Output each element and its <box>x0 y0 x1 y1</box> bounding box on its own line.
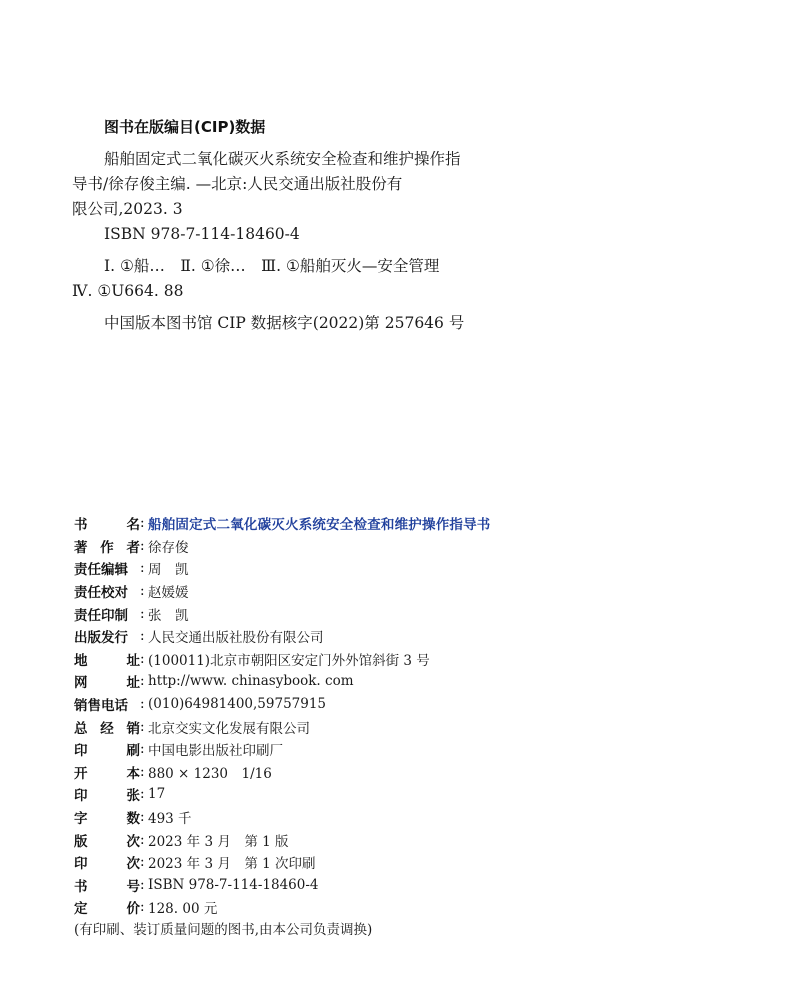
imprint-label-part: 总 <box>74 720 88 737</box>
imprint-label-part: 经 <box>100 720 114 737</box>
imprint-colon: : <box>140 831 145 848</box>
imprint-colon: : <box>140 876 145 893</box>
imprint-label-part: 销 <box>126 720 140 737</box>
imprint-row <box>74 851 754 874</box>
imprint-colon: : <box>140 605 145 622</box>
imprint-label <box>74 649 140 669</box>
imprint-label-part: 责任校对 <box>74 585 128 602</box>
imprint-colon: : <box>140 628 145 645</box>
imprint-label <box>74 739 140 759</box>
imprint-label <box>74 513 140 533</box>
imprint-label-part: 开 <box>74 765 88 782</box>
imprint-colon: : <box>140 560 145 577</box>
imprint-label-part: 版 <box>74 833 88 850</box>
imprint-table <box>74 512 754 919</box>
imprint-value: 2023 年 3 月 第 1 版 <box>148 833 289 850</box>
imprint-row <box>74 828 754 851</box>
imprint-row <box>74 896 754 919</box>
imprint-label-part: 本 <box>126 765 140 782</box>
imprint-row <box>74 625 754 648</box>
imprint-row <box>74 535 754 558</box>
imprint-label-part: 定 <box>74 901 88 918</box>
imprint-value: 北京交实文化发展有限公司 <box>148 720 310 737</box>
imprint-label-part: 地 <box>74 652 88 669</box>
imprint-colon: : <box>140 854 145 871</box>
imprint-label-part: 号 <box>126 878 140 895</box>
imprint-label-part: 出版发行 <box>74 630 128 647</box>
imprint-value: ISBN 978-7-114-18460-4 <box>148 876 319 893</box>
imprint-label-part: 印 <box>74 788 88 805</box>
imprint-colon: : <box>140 673 145 690</box>
imprint-label-part: 名 <box>126 517 140 534</box>
imprint-value: 128. 00 元 <box>148 901 218 918</box>
imprint-colon: : <box>140 786 145 803</box>
imprint-value: 赵媛媛 <box>148 585 189 602</box>
imprint-label <box>74 875 140 895</box>
imprint-value: 张 凯 <box>148 607 189 624</box>
imprint-colon: : <box>140 583 145 600</box>
imprint-colon: : <box>140 718 145 735</box>
imprint-label-part: 字 <box>74 811 88 828</box>
imprint-label <box>74 604 140 624</box>
imprint-label <box>74 581 140 601</box>
imprint-label-part: 址 <box>126 675 140 692</box>
imprint-colon: : <box>140 763 145 780</box>
imprint-row <box>74 761 754 784</box>
imprint-colon: : <box>140 696 145 713</box>
cip-classification-2: Ⅳ. ①U664. 88 <box>72 282 184 300</box>
imprint-value: (100011)北京市朝阳区安定门外外馆斜街 3 号 <box>148 652 430 669</box>
imprint-colon: : <box>140 899 145 916</box>
imprint-row <box>74 715 754 738</box>
imprint-row <box>74 806 754 829</box>
imprint-label-part: 销售电话 <box>74 698 128 715</box>
imprint-label <box>74 626 140 646</box>
imprint-label-part: 印 <box>74 856 88 873</box>
imprint-label-part: 价 <box>126 901 140 918</box>
imprint-label <box>74 558 140 578</box>
imprint-value: http://www. chinasybook. com <box>148 673 354 690</box>
imprint-label-part: 者 <box>126 539 140 556</box>
imprint-row <box>74 557 754 580</box>
imprint-label-part: 作 <box>100 539 114 556</box>
imprint-label-part: 责任印制 <box>74 607 128 624</box>
imprint-label-part: 书 <box>74 517 88 534</box>
imprint-value: 徐存俊 <box>148 539 189 556</box>
imprint-label-part: 刷 <box>126 743 140 760</box>
imprint-label <box>74 897 140 917</box>
imprint-row <box>74 874 754 897</box>
imprint-row <box>74 693 754 716</box>
imprint-value: 2023 年 3 月 第 1 次印刷 <box>148 856 316 873</box>
imprint-label-part: 次 <box>126 856 140 873</box>
imprint-colon: : <box>140 650 145 667</box>
imprint-label-part: 址 <box>126 652 140 669</box>
quality-note: (有印刷、装订质量问题的图书,由本公司负责调换) <box>74 922 373 938</box>
imprint-label-part: 书 <box>74 878 88 895</box>
imprint-label <box>74 536 140 556</box>
imprint-colon: : <box>140 809 145 826</box>
cip-number: 中国版本图书馆 CIP 数据核字(2022)第 257646 号 <box>104 314 465 332</box>
imprint-colon: : <box>140 537 145 554</box>
imprint-row <box>74 580 754 603</box>
cip-line-1: 船舶固定式二氧化碳灭火系统安全检查和维护操作指 <box>104 150 461 168</box>
imprint-label <box>74 807 140 827</box>
imprint-row <box>74 602 754 625</box>
imprint-label <box>74 830 140 850</box>
imprint-value: (010)64981400,59757915 <box>148 696 327 713</box>
imprint-row <box>74 738 754 761</box>
imprint-label-part: 印 <box>74 743 88 760</box>
imprint-value: 17 <box>148 786 166 803</box>
imprint-label-part: 次 <box>126 833 140 850</box>
imprint-label <box>74 852 140 872</box>
cip-line-2: 导书/徐存俊主编. —北京:人民交通出版社股份有 <box>72 175 403 193</box>
imprint-label-part: 张 <box>126 788 140 805</box>
imprint-label-part: 数 <box>126 811 140 828</box>
imprint-label-part: 责任编辑 <box>74 562 128 579</box>
imprint-row <box>74 512 754 535</box>
cip-heading: 图书在版编目(CIP)数据 <box>104 118 266 136</box>
imprint-row <box>74 783 754 806</box>
imprint-label <box>74 694 140 714</box>
imprint-value: 中国电影出版社印刷厂 <box>148 743 283 760</box>
imprint-value: 493 千 <box>148 811 192 828</box>
imprint-label <box>74 784 140 804</box>
imprint-row <box>74 648 754 671</box>
imprint-row <box>74 670 754 693</box>
imprint-value: 船舶固定式二氧化碳灭火系统安全检查和维护操作指导书 <box>148 517 491 534</box>
cip-isbn: ISBN 978-7-114-18460-4 <box>104 225 300 243</box>
cip-classification-1: Ⅰ. ①船… Ⅱ. ①徐… Ⅲ. ①船舶灭火—安全管理 <box>104 257 440 275</box>
imprint-label <box>74 671 140 691</box>
imprint-colon: : <box>140 515 145 532</box>
imprint-value: 880 × 1230 1/16 <box>148 765 272 782</box>
imprint-value: 人民交通出版社股份有限公司 <box>148 630 324 647</box>
cip-line-3: 限公司,2023. 3 <box>72 200 183 218</box>
imprint-value: 周 凯 <box>148 562 189 579</box>
imprint-label-part: 网 <box>74 675 88 692</box>
imprint-label <box>74 717 140 737</box>
imprint-label-part: 著 <box>74 539 88 556</box>
imprint-label <box>74 762 140 782</box>
imprint-colon: : <box>140 741 145 758</box>
